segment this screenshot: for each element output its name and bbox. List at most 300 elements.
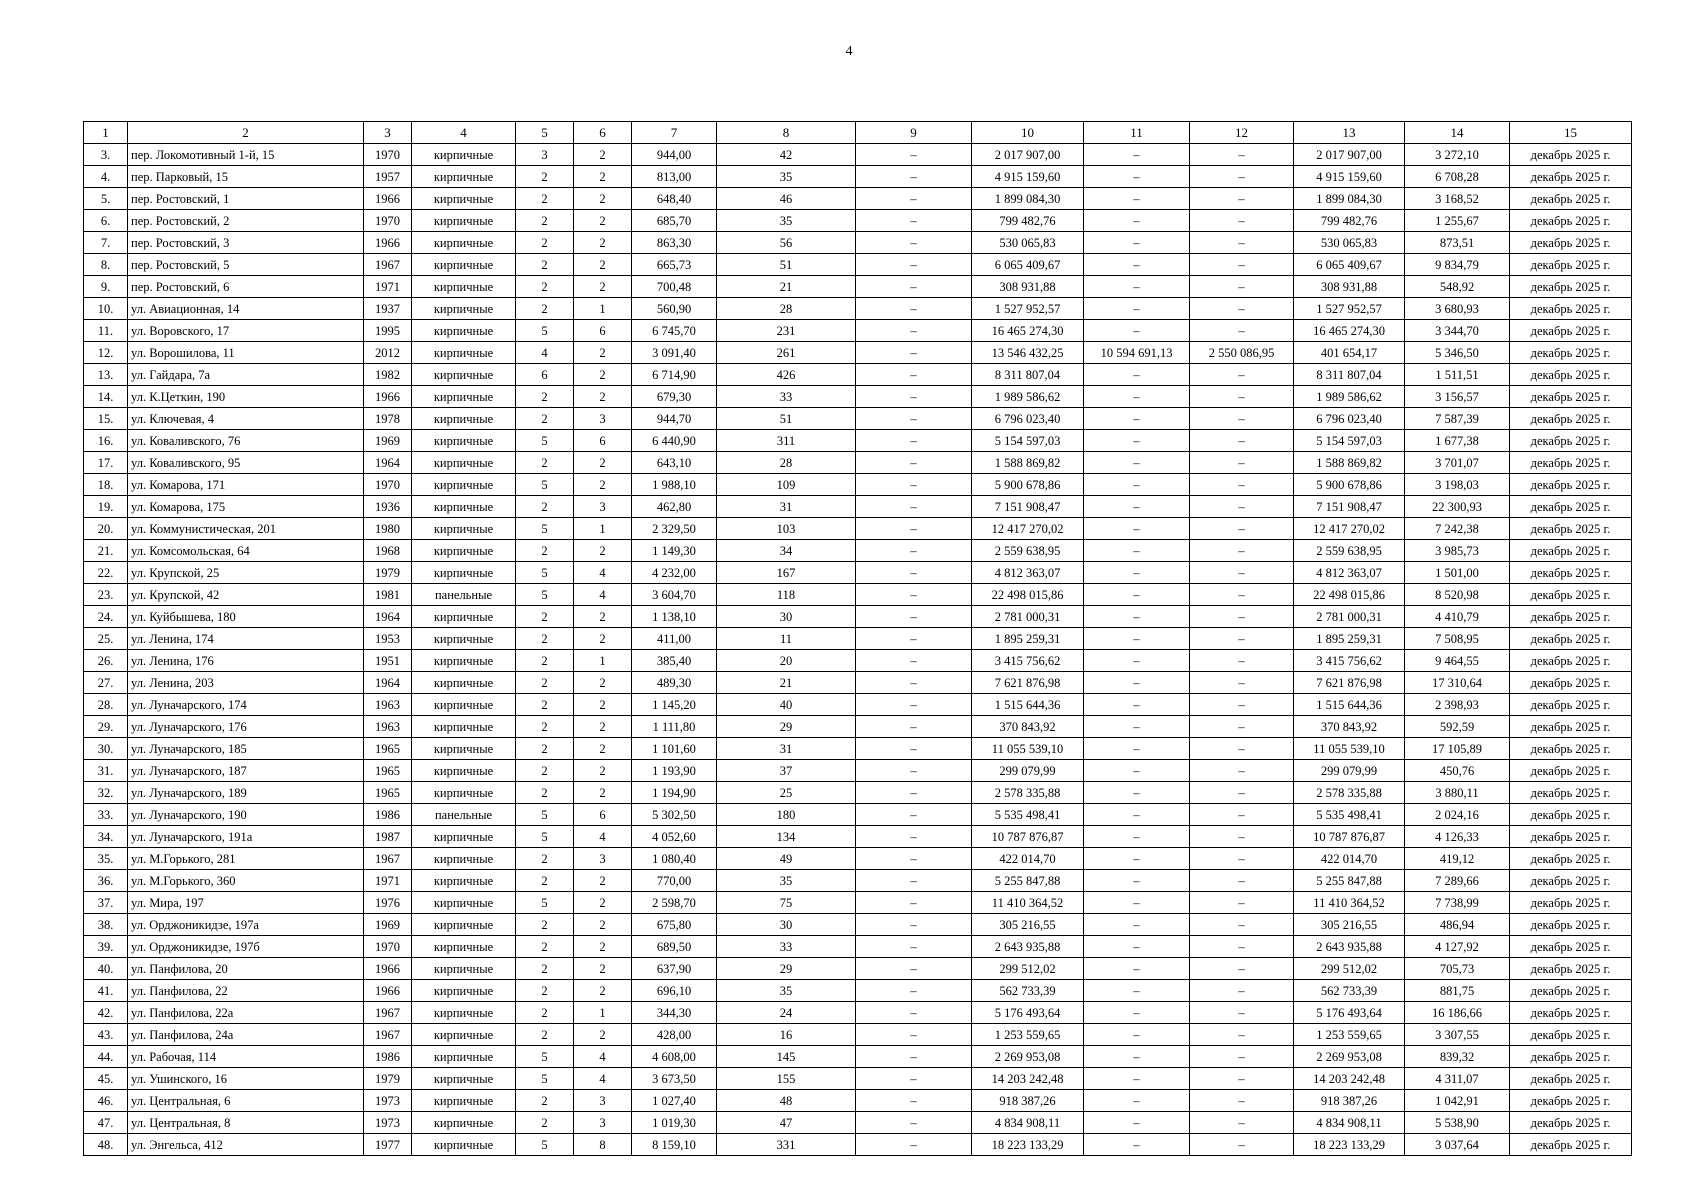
table-cell: 1 527 952,57 (972, 298, 1084, 320)
table-cell: 2 (574, 782, 632, 804)
table-cell: 2 598,70 (632, 892, 717, 914)
table-cell: 28 (717, 452, 856, 474)
table-cell: 4 (574, 562, 632, 584)
table-cell: 1 253 559,65 (1294, 1024, 1405, 1046)
table-cell: – (856, 254, 972, 276)
table-cell: 11 410 364,52 (1294, 892, 1405, 914)
table-cell: – (1190, 980, 1294, 1002)
table-cell: 5 (516, 1134, 574, 1156)
table-cell: – (856, 386, 972, 408)
table-cell: декабрь 2025 г. (1510, 188, 1632, 210)
table-cell: 3 168,52 (1405, 188, 1510, 210)
table-cell: 40 (717, 694, 856, 716)
table-cell: кирпичные (412, 1002, 516, 1024)
table-cell: 643,10 (632, 452, 717, 474)
table-cell: 5. (84, 188, 128, 210)
table-cell: – (856, 606, 972, 628)
table-cell: – (856, 1002, 972, 1024)
table-cell: 1 027,40 (632, 1090, 717, 1112)
table-row (84, 518, 1632, 540)
table-cell: 31. (84, 760, 128, 782)
table-cell: 2 (574, 254, 632, 276)
table-cell: 2 (516, 870, 574, 892)
table-cell: – (856, 650, 972, 672)
table-cell: 16 465 274,30 (1294, 320, 1405, 342)
table-cell: – (856, 408, 972, 430)
table-cell: – (1190, 1134, 1294, 1156)
table-cell: 2 578 335,88 (972, 782, 1084, 804)
table-cell: 308 931,88 (972, 276, 1084, 298)
table-cell: – (1084, 276, 1190, 298)
table-cell: 11 055 539,10 (972, 738, 1084, 760)
table-cell: – (1084, 870, 1190, 892)
table-cell: ул. Панфилова, 22а (128, 1002, 364, 1024)
table-cell: 2 (574, 452, 632, 474)
table-cell: кирпичные (412, 694, 516, 716)
table-cell: 47 (717, 1112, 856, 1134)
table-cell: – (856, 672, 972, 694)
table-cell: 3 415 756,62 (972, 650, 1084, 672)
table-cell: 12 417 270,02 (1294, 518, 1405, 540)
table-cell: 3 (574, 1112, 632, 1134)
table-cell: 8 311 807,04 (972, 364, 1084, 386)
table-cell: 20 (717, 650, 856, 672)
table-cell: 13. (84, 364, 128, 386)
table-cell: 2 (574, 628, 632, 650)
table-cell: кирпичные (412, 980, 516, 1002)
table-cell: – (1190, 716, 1294, 738)
table-cell: 75 (717, 892, 856, 914)
table-cell: кирпичные (412, 628, 516, 650)
table-cell: – (856, 738, 972, 760)
table-row (84, 694, 1632, 716)
table-cell: 39. (84, 936, 128, 958)
table-cell: кирпичные (412, 716, 516, 738)
column-number-row (84, 122, 1632, 144)
table-cell: 1 019,30 (632, 1112, 717, 1134)
table-cell: – (1190, 254, 1294, 276)
table-cell: – (856, 342, 972, 364)
table-cell: 3 701,07 (1405, 452, 1510, 474)
column-number: 8 (717, 122, 856, 144)
table-cell: 305 216,55 (972, 914, 1084, 936)
table-cell: 7 621 876,98 (1294, 672, 1405, 694)
table-cell: – (856, 848, 972, 870)
table-cell: декабрь 2025 г. (1510, 936, 1632, 958)
table-cell: кирпичные (412, 298, 516, 320)
table-cell: декабрь 2025 г. (1510, 760, 1632, 782)
table-cell: 2 (574, 276, 632, 298)
table-cell: кирпичные (412, 430, 516, 452)
table-cell: декабрь 2025 г. (1510, 1134, 1632, 1156)
table-cell: 2 (516, 276, 574, 298)
table-cell: – (1084, 584, 1190, 606)
table-cell: 2 (516, 628, 574, 650)
table-cell: кирпичные (412, 760, 516, 782)
table-cell: ул. Мира, 197 (128, 892, 364, 914)
table-cell: 1953 (364, 628, 412, 650)
table-cell: кирпичные (412, 914, 516, 936)
table-row (84, 276, 1632, 298)
table-cell: пер. Ростовский, 1 (128, 188, 364, 210)
table-cell: декабрь 2025 г. (1510, 518, 1632, 540)
table-cell: кирпичные (412, 166, 516, 188)
table-cell: – (1190, 540, 1294, 562)
table-row (84, 298, 1632, 320)
table-cell: ул. Гайдара, 7а (128, 364, 364, 386)
column-number: 11 (1084, 122, 1190, 144)
table-cell: 5 (516, 584, 574, 606)
table-cell: 5 535 498,41 (1294, 804, 1405, 826)
table-row (84, 540, 1632, 562)
table-cell: – (1084, 320, 1190, 342)
table-cell: 10 594 691,13 (1084, 342, 1190, 364)
table-cell: 2 (574, 606, 632, 628)
table-cell: 109 (717, 474, 856, 496)
table-cell: – (1190, 848, 1294, 870)
table-cell: 4 (574, 584, 632, 606)
table-cell: 2 (574, 980, 632, 1002)
table-cell: – (856, 540, 972, 562)
table-cell: 6. (84, 210, 128, 232)
table-cell: кирпичные (412, 1090, 516, 1112)
table-cell: – (856, 562, 972, 584)
table-row (84, 386, 1632, 408)
table-cell: 5 (516, 892, 574, 914)
table-cell: 4 (574, 826, 632, 848)
table-cell: 2 (574, 892, 632, 914)
table-cell: 10. (84, 298, 128, 320)
table-cell: 1964 (364, 452, 412, 474)
table-cell: ул. Куйбышева, 180 (128, 606, 364, 628)
table-cell: 426 (717, 364, 856, 386)
table-cell: 1973 (364, 1112, 412, 1134)
table-cell: 6 796 023,40 (1294, 408, 1405, 430)
table-cell: декабрь 2025 г. (1510, 496, 1632, 518)
table-cell: кирпичные (412, 452, 516, 474)
table-cell: ул. Коммунистическая, 201 (128, 518, 364, 540)
table-cell: 5 900 678,86 (1294, 474, 1405, 496)
table-cell: – (1084, 760, 1190, 782)
table-cell: ул. Коваливского, 76 (128, 430, 364, 452)
table-cell: декабрь 2025 г. (1510, 650, 1632, 672)
table-cell: ул. Коваливского, 95 (128, 452, 364, 474)
table-cell: 2 (574, 144, 632, 166)
table-row (84, 144, 1632, 166)
table-cell: 873,51 (1405, 232, 1510, 254)
table-cell: кирпичные (412, 474, 516, 496)
table-cell: 24. (84, 606, 128, 628)
table-cell: – (856, 760, 972, 782)
table-cell: 11 (717, 628, 856, 650)
table-cell: ул. Орджоникидзе, 197б (128, 936, 364, 958)
table-cell: 1982 (364, 364, 412, 386)
table-cell: декабрь 2025 г. (1510, 408, 1632, 430)
table-row (84, 628, 1632, 650)
table-cell: 422 014,70 (1294, 848, 1405, 870)
table-cell: – (1190, 474, 1294, 496)
table-cell: 23. (84, 584, 128, 606)
table-cell: 2 (516, 848, 574, 870)
table-row (84, 430, 1632, 452)
table-cell: 9. (84, 276, 128, 298)
table-cell: 16 465 274,30 (972, 320, 1084, 342)
table-cell: – (1084, 364, 1190, 386)
table-cell: 2 (516, 452, 574, 474)
table-cell: 331 (717, 1134, 856, 1156)
table-cell: 5 (516, 430, 574, 452)
table-cell: 7 242,38 (1405, 518, 1510, 540)
table-cell: 21 (717, 672, 856, 694)
table-cell: 31 (717, 496, 856, 518)
table-cell: – (1084, 562, 1190, 584)
table-row (84, 804, 1632, 826)
table-cell: 5 538,90 (1405, 1112, 1510, 1134)
table-cell: ул. Крупской, 25 (128, 562, 364, 584)
table-cell: 6 (574, 320, 632, 342)
table-cell: – (856, 276, 972, 298)
table-cell: 7 289,66 (1405, 870, 1510, 892)
table-cell: декабрь 2025 г. (1510, 1002, 1632, 1024)
table-cell: – (856, 320, 972, 342)
table-cell: – (856, 166, 972, 188)
table-cell: 5 176 493,64 (1294, 1002, 1405, 1024)
table-cell: – (1190, 606, 1294, 628)
table-cell: панельные (412, 584, 516, 606)
table-cell: пер. Ростовский, 5 (128, 254, 364, 276)
table-cell: ул. Орджоникидзе, 197а (128, 914, 364, 936)
table-row (84, 166, 1632, 188)
table-cell: 1964 (364, 606, 412, 628)
table-cell: ул. К.Цеткин, 190 (128, 386, 364, 408)
table-row (84, 1090, 1632, 1112)
table-cell: 12 417 270,02 (972, 518, 1084, 540)
table-cell: 34 (717, 540, 856, 562)
table-cell: – (856, 1024, 972, 1046)
table-row (84, 936, 1632, 958)
table-cell: – (1190, 1068, 1294, 1090)
table-cell: 3 604,70 (632, 584, 717, 606)
table-cell: 299 512,02 (972, 958, 1084, 980)
table-cell: 1 145,20 (632, 694, 717, 716)
table-cell: декабрь 2025 г. (1510, 1046, 1632, 1068)
table-cell: 592,59 (1405, 716, 1510, 738)
table-cell: – (1084, 496, 1190, 518)
table-cell: 2 269 953,08 (1294, 1046, 1405, 1068)
table-cell: 2 (574, 188, 632, 210)
table-cell: 311 (717, 430, 856, 452)
table-cell: 2 (574, 166, 632, 188)
table-cell: 25. (84, 628, 128, 650)
table-cell: 4 812 363,07 (1294, 562, 1405, 584)
table-cell: 2 578 335,88 (1294, 782, 1405, 804)
table-cell: 696,10 (632, 980, 717, 1002)
table-cell: 22 498 015,86 (972, 584, 1084, 606)
table-cell: 299 512,02 (1294, 958, 1405, 980)
table-cell: 1 989 586,62 (1294, 386, 1405, 408)
table-cell: 46 (717, 188, 856, 210)
table-cell: 31 (717, 738, 856, 760)
table-cell: кирпичные (412, 496, 516, 518)
table-cell: 1965 (364, 782, 412, 804)
table-cell: – (856, 980, 972, 1002)
table-cell: 299 079,99 (972, 760, 1084, 782)
table-cell: – (1190, 166, 1294, 188)
table-cell: декабрь 2025 г. (1510, 562, 1632, 584)
table-cell: 8 159,10 (632, 1134, 717, 1156)
table-cell: 8 311 807,04 (1294, 364, 1405, 386)
table-cell: пер. Ростовский, 3 (128, 232, 364, 254)
table-cell: – (1084, 1002, 1190, 1024)
table-cell: 18 223 133,29 (1294, 1134, 1405, 1156)
table-cell: декабрь 2025 г. (1510, 1112, 1632, 1134)
table-cell: 180 (717, 804, 856, 826)
table-row (84, 408, 1632, 430)
table-cell: 2 (574, 540, 632, 562)
table-cell: 2 (516, 540, 574, 562)
table-cell: 118 (717, 584, 856, 606)
table-cell: – (1084, 958, 1190, 980)
table-cell: 530 065,83 (1294, 232, 1405, 254)
table-cell: кирпичные (412, 254, 516, 276)
table-cell: 3 880,11 (1405, 782, 1510, 804)
table-cell: 2 (516, 936, 574, 958)
table-cell: 5 (516, 474, 574, 496)
table-cell: 29 (717, 958, 856, 980)
table-cell: – (1084, 1024, 1190, 1046)
table-cell: – (1084, 1046, 1190, 1068)
table-cell: 5 (516, 1046, 574, 1068)
table-cell: – (1190, 298, 1294, 320)
table-cell: 2 (574, 232, 632, 254)
table-cell: декабрь 2025 г. (1510, 716, 1632, 738)
table-cell: 7 587,39 (1405, 408, 1510, 430)
table-cell: 2 (516, 914, 574, 936)
table-cell: 1 111,80 (632, 716, 717, 738)
table-cell: – (1190, 738, 1294, 760)
table-cell: 29. (84, 716, 128, 738)
table-cell: 813,00 (632, 166, 717, 188)
table-cell: 1 527 952,57 (1294, 298, 1405, 320)
table-cell: 2 (516, 232, 574, 254)
table-cell: – (1084, 386, 1190, 408)
table-cell: декабрь 2025 г. (1510, 540, 1632, 562)
table-cell: пер. Парковый, 15 (128, 166, 364, 188)
table-cell: 344,30 (632, 1002, 717, 1024)
table-cell: – (856, 496, 972, 518)
table-cell: 4 608,00 (632, 1046, 717, 1068)
table-cell: 11 055 539,10 (1294, 738, 1405, 760)
table-cell: – (1084, 826, 1190, 848)
table-cell: 839,32 (1405, 1046, 1510, 1068)
table-cell: 648,40 (632, 188, 717, 210)
table-cell: 28 (717, 298, 856, 320)
table-cell: 2 (516, 210, 574, 232)
table-cell: 4 311,07 (1405, 1068, 1510, 1090)
table-cell: – (1190, 804, 1294, 826)
table-cell: 1987 (364, 826, 412, 848)
table-cell: 2 (516, 1024, 574, 1046)
table-cell: – (856, 892, 972, 914)
table-cell: декабрь 2025 г. (1510, 782, 1632, 804)
table-cell: 9 834,79 (1405, 254, 1510, 276)
table-cell: кирпичные (412, 826, 516, 848)
table-cell: – (1190, 782, 1294, 804)
column-number: 9 (856, 122, 972, 144)
table-cell: 1 149,30 (632, 540, 717, 562)
table-cell: – (1190, 144, 1294, 166)
table-cell: – (856, 210, 972, 232)
table-cell: декабрь 2025 г. (1510, 914, 1632, 936)
table-cell: 35 (717, 210, 856, 232)
table-row (84, 496, 1632, 518)
table-row (84, 914, 1632, 936)
table-cell: ул. Энгельса, 412 (128, 1134, 364, 1156)
table-cell: пер. Ростовский, 2 (128, 210, 364, 232)
table-cell: – (1190, 1090, 1294, 1112)
table-cell: 1966 (364, 232, 412, 254)
table-cell: 1965 (364, 760, 412, 782)
table-cell: 35 (717, 980, 856, 1002)
table-cell: ул. Крупской, 42 (128, 584, 364, 606)
table-cell: 2 (574, 672, 632, 694)
table-cell: 1986 (364, 804, 412, 826)
table-cell: 1951 (364, 650, 412, 672)
table-cell: 48. (84, 1134, 128, 1156)
table-cell: кирпичные (412, 518, 516, 540)
table-row (84, 452, 1632, 474)
table-row (84, 782, 1632, 804)
table-cell: 3 673,50 (632, 1068, 717, 1090)
table-cell: 33 (717, 936, 856, 958)
table-cell: – (1084, 1068, 1190, 1090)
table-cell: 881,75 (1405, 980, 1510, 1002)
table-cell: 1957 (364, 166, 412, 188)
table-cell: 37 (717, 760, 856, 782)
table-cell: – (1190, 386, 1294, 408)
table-cell: 4. (84, 166, 128, 188)
table-cell: 6 440,90 (632, 430, 717, 452)
table-cell: 51 (717, 254, 856, 276)
table-cell: декабрь 2025 г. (1510, 298, 1632, 320)
table-cell: – (856, 188, 972, 210)
table-cell: 1 253 559,65 (972, 1024, 1084, 1046)
table-cell: 675,80 (632, 914, 717, 936)
table-cell: – (1084, 254, 1190, 276)
table-cell: декабрь 2025 г. (1510, 474, 1632, 496)
table-cell: – (856, 870, 972, 892)
table-cell: декабрь 2025 г. (1510, 606, 1632, 628)
table-cell: ул. Луначарского, 191а (128, 826, 364, 848)
table-cell: 2012 (364, 342, 412, 364)
table-cell: 679,30 (632, 386, 717, 408)
table-cell: кирпичные (412, 650, 516, 672)
table-cell: 36. (84, 870, 128, 892)
table-cell: кирпичные (412, 364, 516, 386)
table-cell: – (1084, 298, 1190, 320)
table-cell: 918 387,26 (1294, 1090, 1405, 1112)
table-cell: 1976 (364, 892, 412, 914)
table-cell: ул. Ленина, 176 (128, 650, 364, 672)
table-cell: 32. (84, 782, 128, 804)
table-cell: 5 535 498,41 (972, 804, 1084, 826)
table-cell: 1 899 084,30 (972, 188, 1084, 210)
table-cell: 3 037,64 (1405, 1134, 1510, 1156)
table-cell: 370 843,92 (1294, 716, 1405, 738)
table-cell: – (1084, 628, 1190, 650)
table-cell: 2 (574, 210, 632, 232)
table-cell: 2 643 935,88 (972, 936, 1084, 958)
